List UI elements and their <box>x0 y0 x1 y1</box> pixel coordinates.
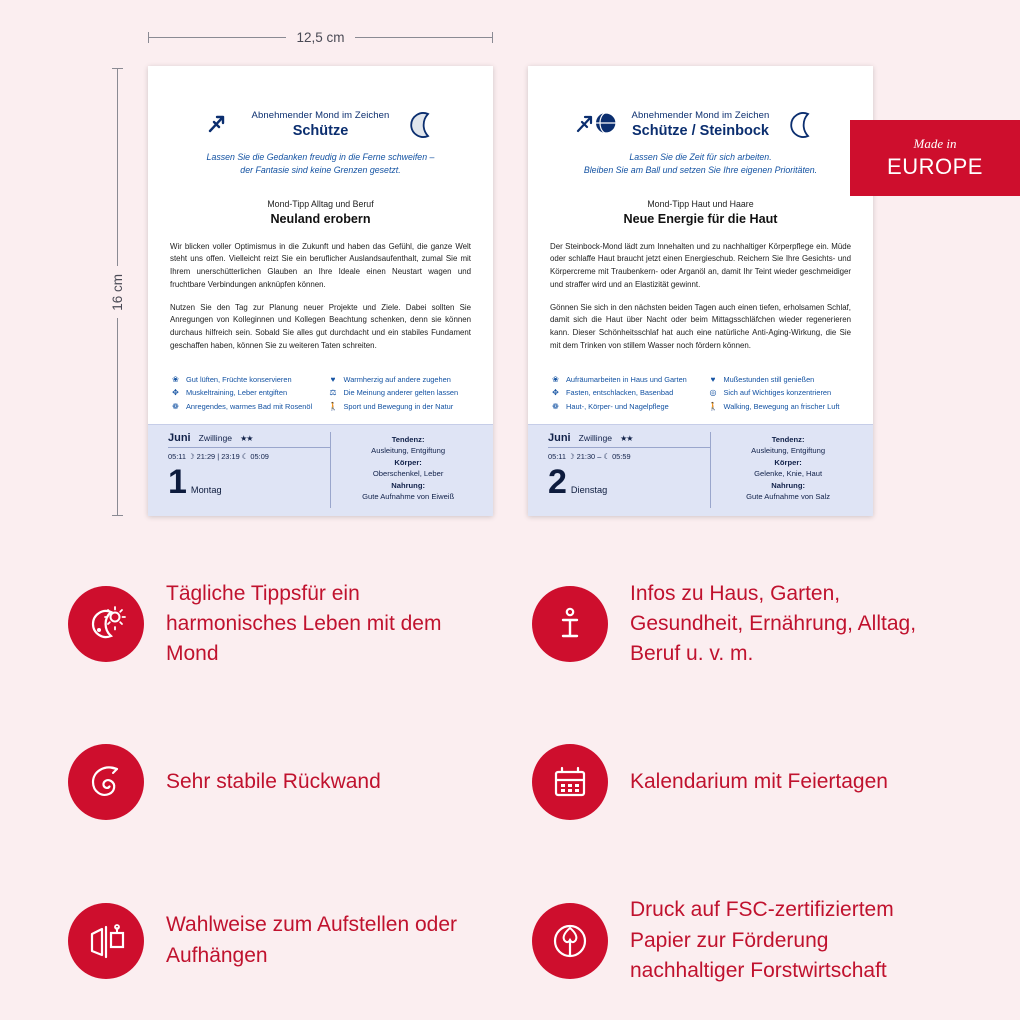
hint-item <box>550 401 694 412</box>
nahrung-value: Gute Aufnahme von Salz <box>746 491 831 501</box>
hint-item <box>708 374 852 385</box>
footer-info-block <box>710 432 853 508</box>
calendar-sheet-1 <box>148 66 493 516</box>
motto-line-2: Bleiben Sie am Ball und setzen Sie Ihre eigenen Prioritäten. <box>583 164 818 175</box>
tip-paragraphs <box>550 241 851 353</box>
tip-label: Mond-Tipp Haut und Haare <box>647 198 754 209</box>
heart-icon: ♥ <box>330 374 336 384</box>
waning-moon-icon <box>403 110 445 140</box>
scales-icon: ⚖ <box>329 388 337 398</box>
footer-zodiac-label: Zwillinge <box>578 433 613 443</box>
moon-phase-label: Abnehmender Mond im Zeichen <box>631 110 770 121</box>
walk-icon: 🚶 <box>328 401 338 411</box>
height-line-bottom <box>117 318 118 515</box>
hint-text: Gut lüften, Früchte konservieren <box>186 374 292 384</box>
feature-text: Sehr stabile Rückwand <box>166 770 381 794</box>
calendar-icon <box>532 744 608 820</box>
day-block <box>548 465 710 499</box>
sheet-body <box>148 66 493 424</box>
hint-text: Sport und Bewegung in der Natur <box>343 401 454 411</box>
moon-sun-icon <box>68 586 144 662</box>
hint-column-left <box>550 374 694 414</box>
badge-line-2: EUROPE <box>887 153 983 179</box>
nahrung-value: Gute Aufnahme von Eiweiß <box>362 491 455 501</box>
feature-item <box>510 703 1000 861</box>
calendar-sheet-2 <box>528 66 873 516</box>
koerper-label: Körper: <box>394 457 422 467</box>
feature-text: Druck auf FSC-zertifiziertem Papier zur Förderung nachhaltiger Forstwirtschaft <box>630 898 894 983</box>
hint-column-right <box>328 374 472 414</box>
body-icon: ✥ <box>552 388 559 398</box>
day-number: 1 <box>168 463 187 501</box>
hint-item <box>170 387 314 398</box>
height-line-top <box>117 69 118 266</box>
motto-line-2: der Fantasie sind keine Grenzen gesetzt. <box>240 164 401 175</box>
nahrung-label: Nahrung: <box>391 480 425 490</box>
day-block <box>168 465 330 499</box>
tendenz-value: Ausleitung, Entgiftung <box>751 446 826 456</box>
motto-line-1: Lassen Sie die Zeit für sich arbeiten. <box>629 152 772 162</box>
sagittarius-icon <box>196 110 238 136</box>
hint-text: Fasten, entschlacken, Basenbad <box>566 388 674 398</box>
hint-item <box>708 387 852 398</box>
hint-text: Die Meinung anderer gelten lassen <box>343 388 459 398</box>
nahrung-label: Nahrung: <box>771 480 805 490</box>
feature-item <box>510 862 1000 1020</box>
paragraph: Nutzen Sie den Tag zur Planung neuer Projekte und Ziele. Dabei sollten Sie Anregungen von Kolleginnen und Kollegen Beachtung schenken, denn sie können durchaus hilfreich sein. Sobald Sie alles gut durchdacht und ein stabiles Fundament geschaffen haben, können Sie zu weiteren Taten schreiten. <box>170 302 471 351</box>
hint-text: Haut-, Körper- und Nagelpflege <box>566 401 669 411</box>
day-number: 2 <box>548 463 567 501</box>
feature-text: Kalendarium mit Feiertagen <box>630 770 888 794</box>
motto <box>550 151 851 177</box>
day-name: Dienstag <box>570 485 608 495</box>
zodiac-header <box>550 110 851 140</box>
tip-title: Neuland erobern <box>270 211 371 226</box>
hint-column-right <box>708 374 852 414</box>
feature-grid <box>0 545 1020 1020</box>
width-dimension <box>148 30 493 44</box>
care-icon: ❁ <box>552 401 559 411</box>
focus-icon: ◎ <box>709 388 717 398</box>
feature-text: Wahlweise zum Aufstellen oder Aufhängen <box>166 913 458 967</box>
koerper-label: Körper: <box>774 457 802 467</box>
spiral-back-icon <box>68 744 144 820</box>
month-label: Juni <box>548 432 571 444</box>
motto <box>170 151 471 177</box>
plant-icon: ❀ <box>172 374 179 384</box>
tendenz-label: Tendenz: <box>391 435 425 444</box>
width-line-left <box>149 37 286 38</box>
hint-column-left <box>170 374 314 414</box>
footer-info-block <box>330 432 473 508</box>
zodiac-header <box>170 110 471 140</box>
tip-title: Neue Energie für die Haut <box>623 211 778 226</box>
tree-fsc-icon <box>532 903 608 979</box>
hint-text: Aufräumarbeiten in Haus und Garten <box>566 374 687 384</box>
height-cap-bottom <box>112 515 123 516</box>
hint-item <box>550 374 694 385</box>
paragraph: Der Steinbock-Mond lädt zum Innehalten und zu nachhaltiger Körperpflege ein. Müde oder schlaffe Haut braucht jetzt einen Energieschub. Reichern Sie Ihre Gesichts- und Körpercreme mit Traubenkern- oder Arganöl an, damit Ihr Teint wieder geschmeidiger und straffer wird und an Elastizität gewinnt. <box>550 241 851 289</box>
waning-moon-icon <box>783 110 825 140</box>
moon-phase-label: Abnehmender Mond im Zeichen <box>251 110 390 121</box>
hint-item <box>550 387 694 398</box>
motto-line-1: Lassen Sie die Gedanken freudig in die Ferne schweifen – <box>206 152 435 162</box>
sheet-body <box>528 66 873 424</box>
koerper-value: Oberschenkel, Leber <box>372 469 444 479</box>
hint-text: Mußestunden still genießen <box>723 374 815 384</box>
footer-zodiac-label: Zwillinge <box>198 433 233 443</box>
tip-paragraphs <box>170 241 471 353</box>
footer-date-block <box>548 432 710 508</box>
badge-line-1: Made in <box>913 136 957 152</box>
paragraph: Gönnen Sie sich in den nächsten beiden Tagen auch einen tiefen, erholsamen Schlaf, damit sich die Haut über Nacht oder beim Mittagsschläfchen wieder regenerieren kann. Dieser Schönheitsschlaf hat auch eine natürliche Anti-Aging-Wirkung, die Sie mit dem Trinken von stillem Wasser noch fördern können. <box>550 302 851 351</box>
hint-item <box>328 374 472 385</box>
zodiac-sign-label: Schütze <box>292 123 349 139</box>
made-in-europe-badge <box>850 120 1020 196</box>
feature-item <box>20 862 510 1020</box>
walk-icon: 🚶 <box>708 401 718 411</box>
hint-item <box>170 401 314 412</box>
sheet-footer <box>148 424 493 516</box>
hint-item <box>328 387 472 398</box>
zodiac-header-text <box>252 110 390 139</box>
feature-text: Infos zu Haus, Garten, Gesundheit, Ernährung, Alltag, Beruf u. v. m. <box>630 581 917 666</box>
hint-text: Muskeltraining, Leber entgiften <box>186 388 288 398</box>
hint-list <box>550 374 851 414</box>
width-line-right <box>355 37 492 38</box>
hint-text: Warmherzig auf andere zugehen <box>343 374 451 384</box>
moon-times: 05:11 ☽ 21:29 | 23:19 ☾ 05:09 <box>168 452 269 461</box>
koerper-value: Gelenke, Knie, Haut <box>754 469 823 479</box>
month-label: Juni <box>168 432 191 444</box>
feature-text: Tägliche Tippsfür ein harmonisches Leben mit dem Mond <box>166 581 442 666</box>
hint-list <box>170 374 471 414</box>
hint-text: Sich auf Wichtiges konzentrieren <box>723 388 832 398</box>
tendenz-label: Tendenz: <box>771 435 805 444</box>
footer-month-line <box>548 432 710 448</box>
plant-icon: ❀ <box>552 374 559 384</box>
paragraph: Wir blicken voller Optimismus in die Zukunft und haben das Gefühl, die ganze Welt steht uns offen. Vielleicht reizt Sie ein beruflicher Auslandsaufenthalt, zumal Sie mit Ihrem unerschütterlichen Glauben an Ihre Ideale einen Neustart wagen und fruchtbare Verbindungen anknüpfen können. <box>170 241 471 289</box>
footer-date-block <box>168 432 330 508</box>
hint-item <box>170 374 314 385</box>
hint-item <box>708 401 852 412</box>
zodiac-sign-label: Schütze / Steinbock <box>632 123 769 139</box>
hint-text: Walking, Bewegung an frischer Luft <box>723 401 840 411</box>
stand-hang-icon <box>68 903 144 979</box>
height-dimension <box>110 68 124 516</box>
rating-stars: ★★ <box>620 433 633 443</box>
bath-icon: ❁ <box>172 401 179 411</box>
heart-icon: ♥ <box>710 374 716 384</box>
day-name: Montag <box>190 485 222 495</box>
footer-month-line <box>168 432 330 448</box>
feature-item <box>20 545 510 703</box>
tendenz-value: Ausleitung, Entgiftung <box>371 446 446 456</box>
hint-item <box>328 401 472 412</box>
feature-item <box>20 703 510 861</box>
width-cap-right <box>492 32 493 43</box>
sagittarius-capricorn-icon <box>576 110 618 136</box>
zodiac-header-text <box>632 110 770 139</box>
feature-item <box>510 545 1000 703</box>
body-icon: ✥ <box>172 388 179 398</box>
rating-stars: ★★ <box>240 433 253 443</box>
sheet-footer <box>528 424 873 516</box>
hint-text: Anregendes, warmes Bad mit Rosenöl <box>186 401 313 411</box>
height-dimension-label: 16 cm <box>109 273 125 311</box>
info-icon <box>532 586 608 662</box>
width-dimension-label: 12,5 cm <box>296 29 345 45</box>
tip-label: Mond-Tipp Alltag und Beruf <box>267 198 374 209</box>
moon-times: 05:11 ☽ 21:30 – ☾ 05:59 <box>548 452 631 461</box>
